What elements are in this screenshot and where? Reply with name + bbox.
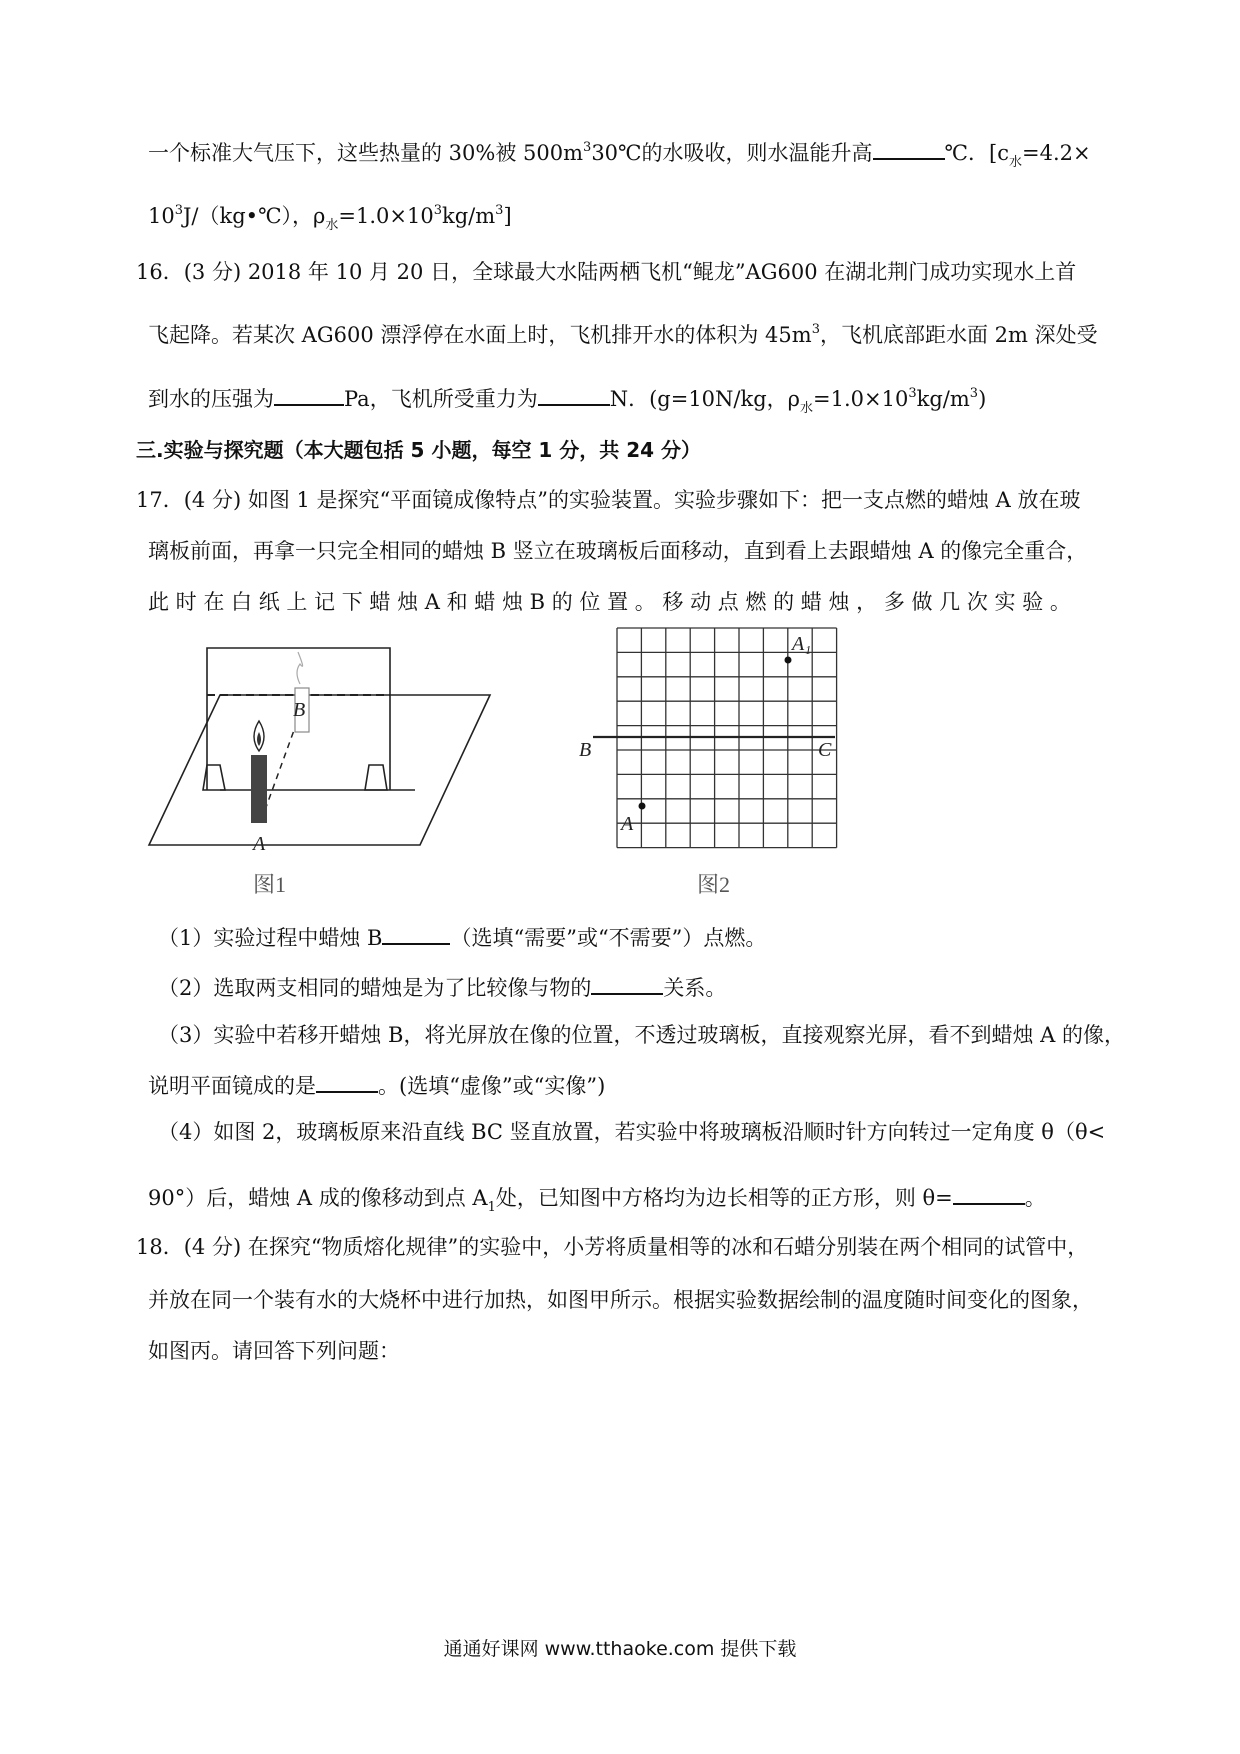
q15-text: 一个标准大气压下，这些热量的 30%被 500m — [148, 141, 584, 165]
part-text: 说明平面镜成的是 — [148, 1074, 316, 1098]
label-a: A — [621, 813, 634, 835]
q16-text: 到水的压强为 — [148, 387, 274, 411]
q15-line2 — [148, 203, 512, 233]
answer-blank[interactable] — [538, 386, 610, 406]
q18-line3: 如图丙。请回答下列问题： — [148, 1339, 400, 1363]
q17-part3-line2 — [148, 1073, 605, 1097]
q16-line1: 16．(3 分) 2018 年 10 月 20 日，全球最大水陆两栖飞机“鲲龙”AG600 在湖北荆门成功实现水上首 — [136, 260, 1077, 284]
subscript: 水 — [1008, 155, 1022, 170]
paper-plane — [149, 695, 490, 845]
q18-line1: 18．(4 分) 在探究“物质熔化规律”的实验中，小芳将质量相等的冰和石蜡分别装在两个相同的试管中， — [136, 1235, 1089, 1259]
q15-text: J/（kg•℃），ρ — [183, 204, 326, 228]
candle-a — [251, 755, 267, 823]
section-heading: 三.实验与探究题（本大题包括 5 小题，每空 1 分，共 24 分） — [136, 438, 702, 462]
label-c: C — [818, 739, 832, 761]
figure-2-grid — [565, 620, 865, 850]
answer-blank[interactable] — [591, 975, 663, 995]
answer-blank[interactable] — [873, 140, 945, 160]
part-text: 。(选填“虚像”或“实像”) — [378, 1074, 606, 1098]
footer-source: 通通好课网 www.tthaoke.com 提供下载 — [443, 1638, 797, 1660]
subscript: 1 — [487, 1200, 496, 1215]
answer-blank[interactable] — [316, 1073, 378, 1093]
superscript: 3 — [908, 386, 917, 401]
q18-line2: 并放在同一个装有水的大烧杯中进行加热，如图甲所示。根据实验数据绘制的温度随时间变化的图象， — [148, 1288, 1093, 1312]
q16-text: 飞起降。若某次 AG600 漂浮停在水面上时，飞机排开水的体积为 45m — [148, 323, 812, 347]
superscript: 3 — [433, 203, 443, 218]
q17-line2: 璃板前面，再拿一只完全相同的蜡烛 B 竖立在玻璃板后面移动，直到看上去跟蜡烛 A 的像完全重合， — [148, 539, 1088, 563]
superscript: 3 — [174, 203, 184, 218]
q16-text: N．(g=10N/kg，ρ — [609, 387, 801, 411]
part-text: 。 — [1024, 1186, 1046, 1210]
subscript: 水 — [800, 401, 814, 416]
figure-1-caption: 图1 — [253, 872, 287, 897]
q16-text: ，飞机底部距水面 2m 深处受 — [819, 323, 1098, 347]
figure-2-caption: 图2 — [697, 872, 731, 897]
q16-line2 — [148, 322, 1098, 347]
q16-text: ) — [978, 387, 987, 411]
q17-line3: 此 时 在 白 纸 上 记 下 蜡 烛 A 和 蜡 烛 B 的 位 置 。 移 动 点 燃 的 蜡 烛 ， 多 做 几 次 实 验 。 — [148, 590, 1071, 614]
q17-part4-line2 — [148, 1185, 1046, 1215]
point-a — [639, 803, 646, 810]
subscript: 水 — [325, 218, 339, 233]
q15-line1 — [148, 140, 1091, 170]
q15-text: =4.2× — [1022, 141, 1091, 165]
q17-part3-line1: （3）实验中若移开蜡烛 B，将光屏放在像的位置，不透过玻璃板，直接观察光屏，看不到蜡烛 A 的像， — [158, 1023, 1125, 1047]
label-b: B — [293, 699, 306, 721]
q15-text: ℃．[c — [944, 141, 1009, 165]
q15-text: ] — [503, 204, 512, 228]
q17-part4-line1: （4）如图 2，玻璃板原来沿直线 BC 竖直放置，若实验中将玻璃板沿顺时针方向转过一定角度 θ（θ< — [158, 1120, 1106, 1144]
superscript: 3 — [495, 203, 504, 218]
part-text: （2）选取两支相同的蜡烛是为了比较像与物的 — [158, 976, 592, 1000]
figure-1-diagram — [145, 640, 515, 870]
q17-part1 — [158, 925, 766, 949]
label-b: B — [579, 739, 592, 761]
q17-part2 — [158, 975, 726, 999]
q15-text: 30℃的水吸收，则水温能升高 — [591, 141, 873, 165]
label-a1: A₁ — [792, 633, 812, 655]
right-stand — [365, 765, 387, 790]
label-a: A — [253, 833, 266, 855]
q15-text: 10 — [148, 204, 175, 228]
part-text: 处，已知图中方格均为边长相等的正方形，则 θ= — [495, 1186, 953, 1210]
answer-blank[interactable] — [274, 386, 344, 406]
superscript: 3 — [583, 140, 592, 155]
q17-line1: 17．(4 分) 如图 1 是探究“平面镜成像特点”的实验装置。实验步骤如下：把一支点燃的蜡烛 A 放在玻 — [136, 488, 1081, 512]
q16-line3 — [148, 386, 987, 416]
q15-text: =1.0×10 — [338, 204, 434, 228]
q16-text: kg/m — [916, 387, 970, 411]
superscript: 3 — [969, 386, 979, 401]
q15-text: kg/m — [442, 204, 496, 228]
q16-text: =1.0×10 — [813, 387, 909, 411]
q16-text: Pa，飞机所受重力为 — [344, 387, 538, 411]
part-text: 90°）后，蜡烛 A 成的像移动到点 A — [148, 1186, 488, 1210]
point-a1 — [785, 657, 792, 664]
superscript: 3 — [811, 322, 820, 337]
answer-blank[interactable] — [382, 925, 450, 945]
answer-blank[interactable] — [953, 1185, 1025, 1205]
part-text: （1）实验过程中蜡烛 B — [158, 926, 383, 950]
part-text: （选填“需要”或“不需要”）点燃。 — [450, 926, 767, 950]
part-text: 关系。 — [663, 976, 727, 1000]
